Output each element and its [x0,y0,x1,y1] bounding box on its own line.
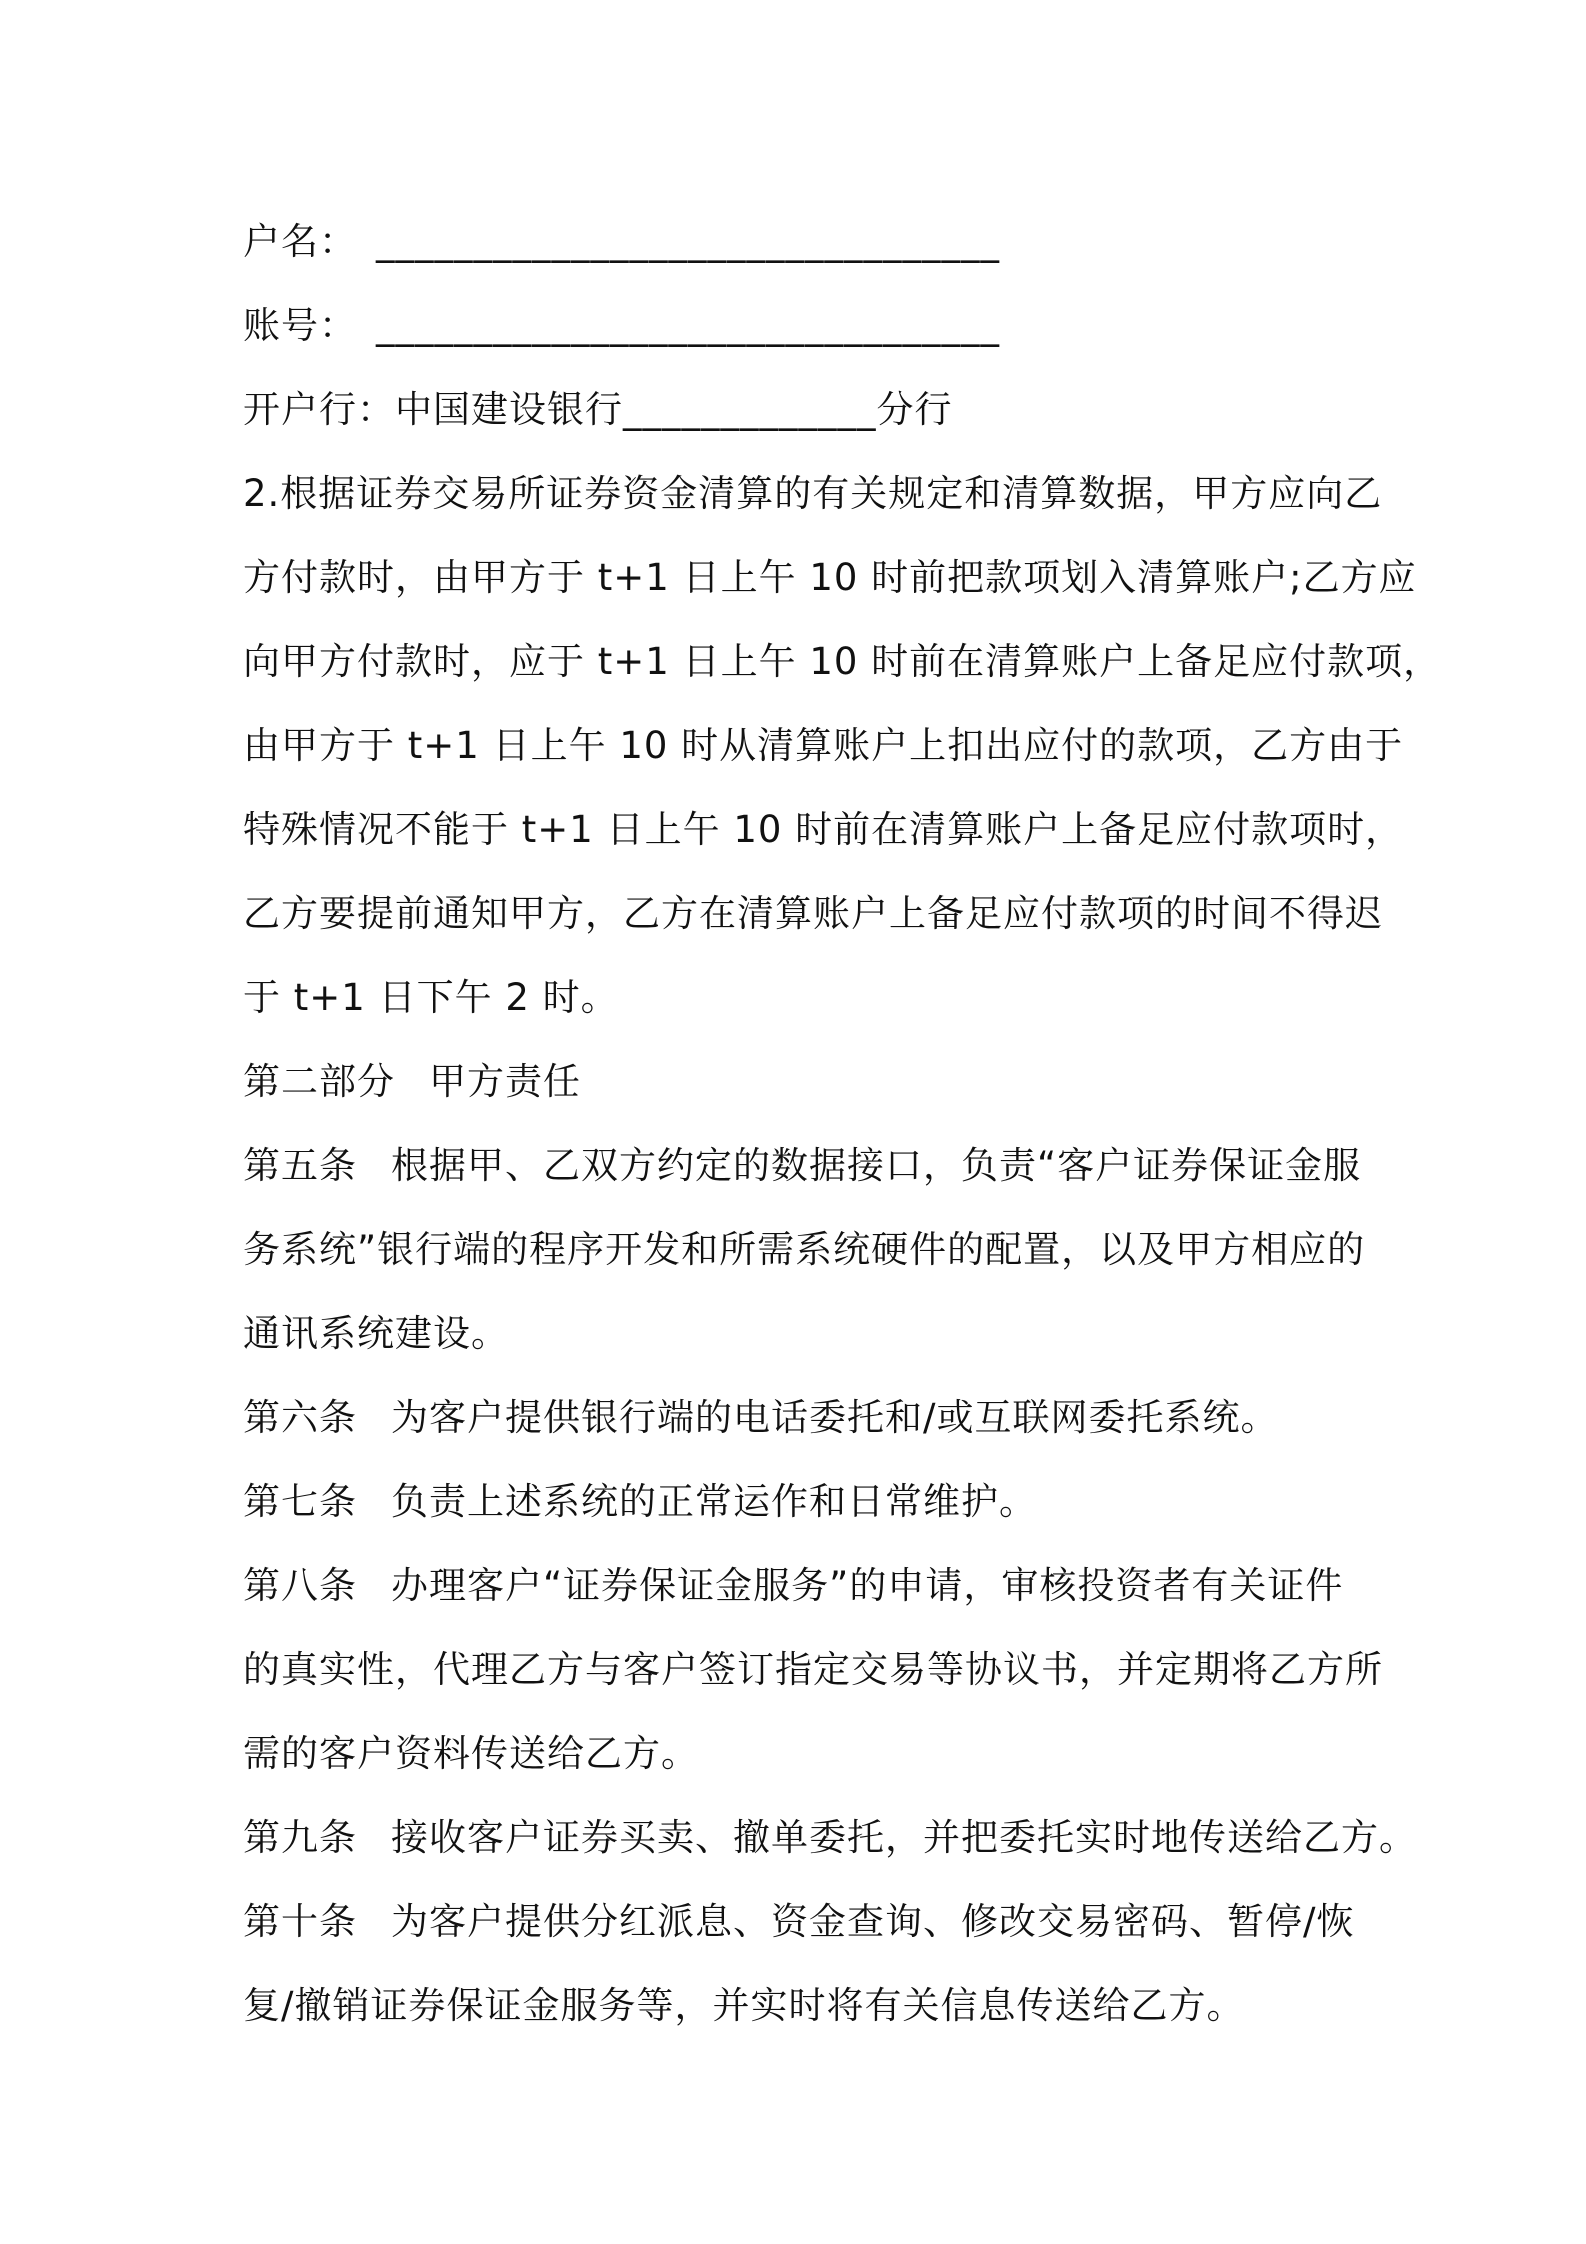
article-text: 办理客户“证券保证金服务”的申请，审核投资者有关证件 [391,1564,1344,1607]
account-name-label: 户名： [243,220,357,263]
article-line [243,1796,1417,1880]
bank-branch-row: 开户行：中国建设银行_____________分行 [243,388,953,431]
clause-2-line: 向甲方付款时，应于 t+1 日上午 10 时前在清算账户上备足应付款项， [243,640,1442,683]
article-number: 第五条 [243,1144,357,1187]
clause-2-line: 由甲方于 t+1 日上午 10 时从清算账户上扣出应付的款项，乙方由于 [243,724,1404,767]
clause-2 [243,452,1442,1040]
article-line: 需的客户资料传送给乙方。 [243,1732,699,1775]
article-line [243,1124,1362,1208]
article-text: 为客户提供银行端的电话委托和/或互联网委托系统。 [391,1396,1279,1439]
account-number-blank: ________________________________ [376,304,1000,347]
section-number: 第二部分 [243,1060,395,1103]
account-number-label: 账号： [243,304,357,347]
clause-2-line: 2.根据证券交易所证券资金清算的有关规定和清算数据，甲方应向乙 [243,472,1383,515]
article-line [243,1460,1358,1544]
clause-2-line: 方付款时，由甲方于 t+1 日上午 10 时前把款项划入清算账户;乙方应 [243,556,1417,599]
section-title: 甲方责任 [429,1060,581,1103]
article-number: 第六条 [243,1396,357,1439]
article-line: 通讯系统建设。 [243,1312,509,1355]
account-number-row [243,284,1358,368]
article-text: 为客户提供分红派息、资金查询、修改交易密码、暂停/恢 [391,1900,1355,1943]
article-number: 第七条 [243,1480,357,1523]
article-text: 根据甲、乙双方约定的数据接口，负责“客户证券保证金服 [391,1144,1362,1187]
clause-2-line: 于 t+1 日下午 2 时。 [243,976,619,1019]
article-number: 第十条 [243,1900,357,1943]
article-5 [243,1124,1366,1376]
article-line [243,1376,1358,1460]
article-7 [243,1460,1358,1544]
article-9 [243,1796,1417,1880]
article-line [243,1544,1358,1628]
article-number: 第九条 [243,1816,357,1859]
article-text: 负责上述系统的正常运作和日常维护。 [391,1480,1037,1523]
article-10 [243,1880,1358,2048]
article-line: 复/撤销证券保证金服务等，并实时将有关信息传送给乙方。 [243,1984,1245,2027]
article-line: 的真实性，代理乙方与客户签订指定交易等协议书，并定期将乙方所 [243,1648,1383,1691]
account-name-row [243,200,1358,284]
article-line: 务系统”银行端的程序开发和所需系统硬件的配置，以及甲方相应的 [243,1228,1366,1271]
document-body [243,200,1442,2048]
clause-2-line: 乙方要提前通知甲方，乙方在清算账户上备足应付款项的时间不得迟 [243,892,1383,935]
account-name-blank: ________________________________ [376,220,1000,263]
article-text: 接收客户证券买卖、撤单委托，并把委托实时地传送给乙方。 [391,1816,1417,1859]
article-8 [243,1544,1383,1796]
article-6 [243,1376,1358,1460]
article-number: 第八条 [243,1564,357,1607]
article-line [243,1880,1358,1964]
section-heading [243,1040,1358,1124]
clause-2-line: 特殊情况不能于 t+1 日上午 10 时前在清算账户上备足应付款项时， [243,808,1404,851]
